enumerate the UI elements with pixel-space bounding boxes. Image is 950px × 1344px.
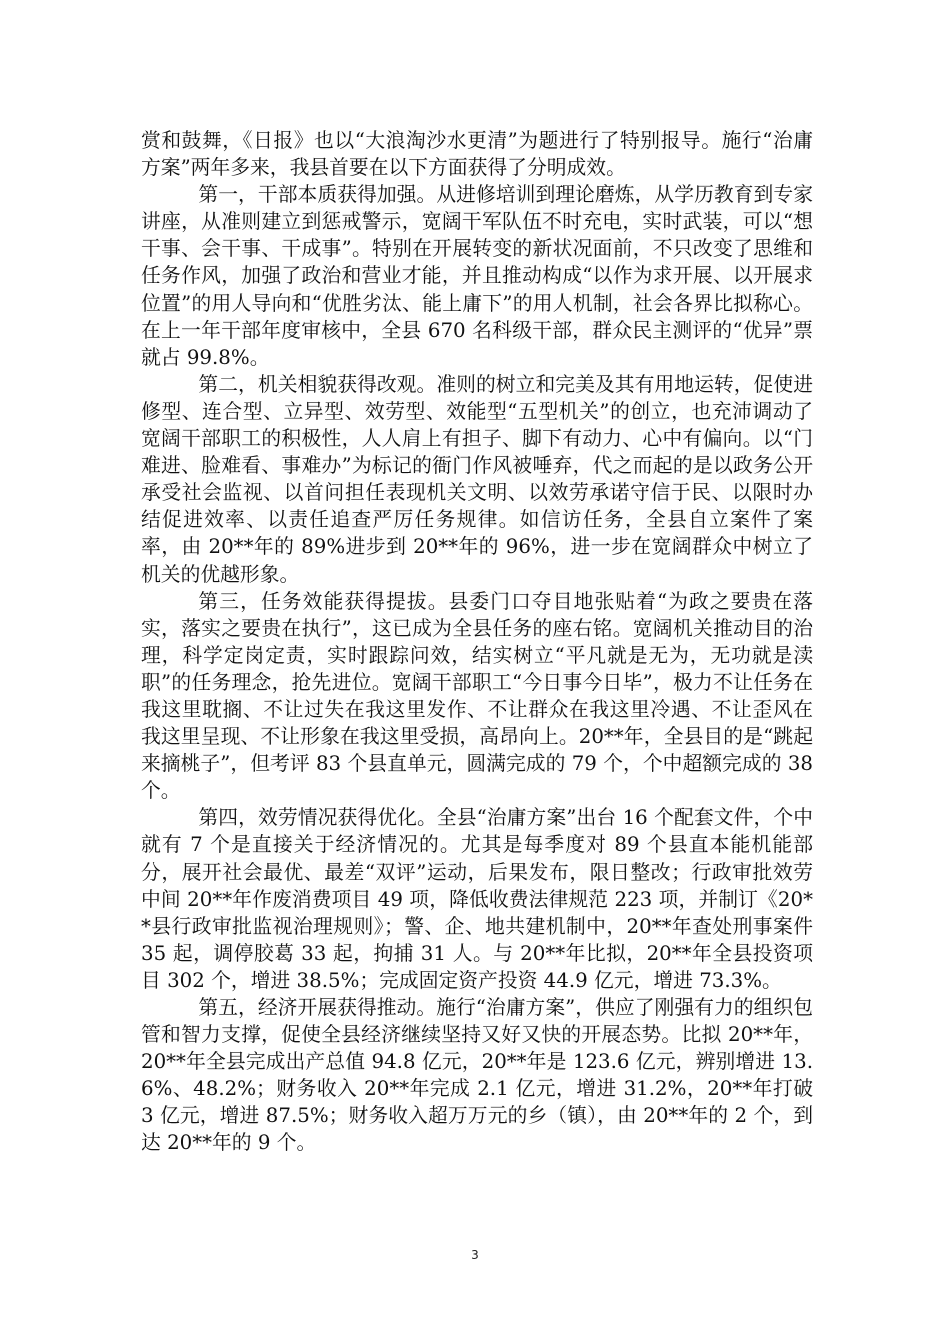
paragraph-fifth: 第五，经济开展获得推动。施行“治庸方案”，供应了刚强有力的组织包管和智力支撑，促使全县经济继续坚持又好又快的开展态势。比拟 20**年，20**年全县完成出产总值 94.8 亿元，20**年是 123.6 亿元，辨别增进 13.6%、48.2%；财务收入 20**年完成 2.1 亿元，增进 31.2%，20**年打破 3 亿元，增进 87.5%；财务收入超万万元的乡（镇），由 20**年的 2 个，到达 20**年的 9 个。 (141, 996, 813, 1155)
paragraph-intro: 赏和鼓舞，《日报》也以“大浪淘沙水更清”为题进行了特别报导。施行“治庸方案”两年多来，我县首要在以下方面获得了分明成效。 (141, 129, 813, 180)
paragraph-fourth: 第四，效劳情况获得优化。全县“治庸方案”出台 16 个配套文件，个中就有 7 个是直接关于经济情况的。尤其是每季度对 89 个县直本能机能部分，展开社会最优、最差“双评”运动，后果发布，限日整改；行政审批效劳中间 20**年作废消费项目 49 项，降低收费法律规范 223 项，并制订《20**县行政审批监视治理规则》；警、企、地共建机制中，20**年查处刑事案件 35 起，调停胶葛 33 起，拘捕 31 人。与 20**年比拟，20**年全县投资项目 302 个，增进 38.5%；完成固定资产投资 44.9 亿元，增进 73.3%。 (141, 806, 813, 992)
document-body (141, 127, 813, 1157)
paragraph-second: 第二，机关相貌获得改观。准则的树立和完美及其有用地运转，促使进修型、连合型、立异型、效劳型、效能型“五型机关”的创立，也充沛调动了宽阔干部职工的积极性，人人肩上有担子、脚下有动力、心中有偏向。以“门难进、脸难看、事难办”为标记的衙门作风被唾弃，代之而起的是以政务公开承受社会监视、以首问担任表现机关文明、以效劳承诺守信于民、以限时办结促进效率、以责任追查严厉任务规律。如信访任务，全县自立案件了案率，由 20**年的 89%进步到 20**年的 96%，进一步在宽阔群众中树立了机关的优越形象。 (141, 372, 813, 586)
paragraph-first: 第一，干部本质获得加强。从进修培训到理论磨炼，从学历教育到专家讲座，从准则建立到惩戒警示，宽阔干军队伍不时充电，实时武装，可以“想干事、会干事、干成事”。特别在开展转变的新状况面前，不只改变了思维和任务作风，加强了政治和营业才能，并且推动构成“以作为求开展、以开展求位置”的用人导向和“优胜劣汰、能上庸下”的用人机制，社会各界比拟称心。在上一年干部年度审核中，全县 670 名科级干部，群众民主测评的“优异”票就占 99.8%。 (141, 183, 813, 369)
page-number: 3 (471, 1248, 479, 1262)
paragraph-third: 第三，任务效能获得提拔。县委门口夺目地张贴着“为政之要贵在落实，落实之要贵在执行”，这已成为全县任务的座右铭。宽阔机关推动目的治理，科学定岗定责，实时跟踪问效，结实树立“平凡就是无为，无功就是渎职”的任务理念，抢先进位。宽阔干部职工“今日事今日毕”，极力不让任务在我这里耽搁、不让过失在我这里发作、不让群众在我这里冷遇、不让歪风在我这里呈现、不让形象在我这里受损，高昂向上。20**年，全县目的是“跳起来摘桃子”，但考评 83 个县直单元，圆满完成的 79 个，个中超额完成的 38 个。 (141, 589, 813, 803)
